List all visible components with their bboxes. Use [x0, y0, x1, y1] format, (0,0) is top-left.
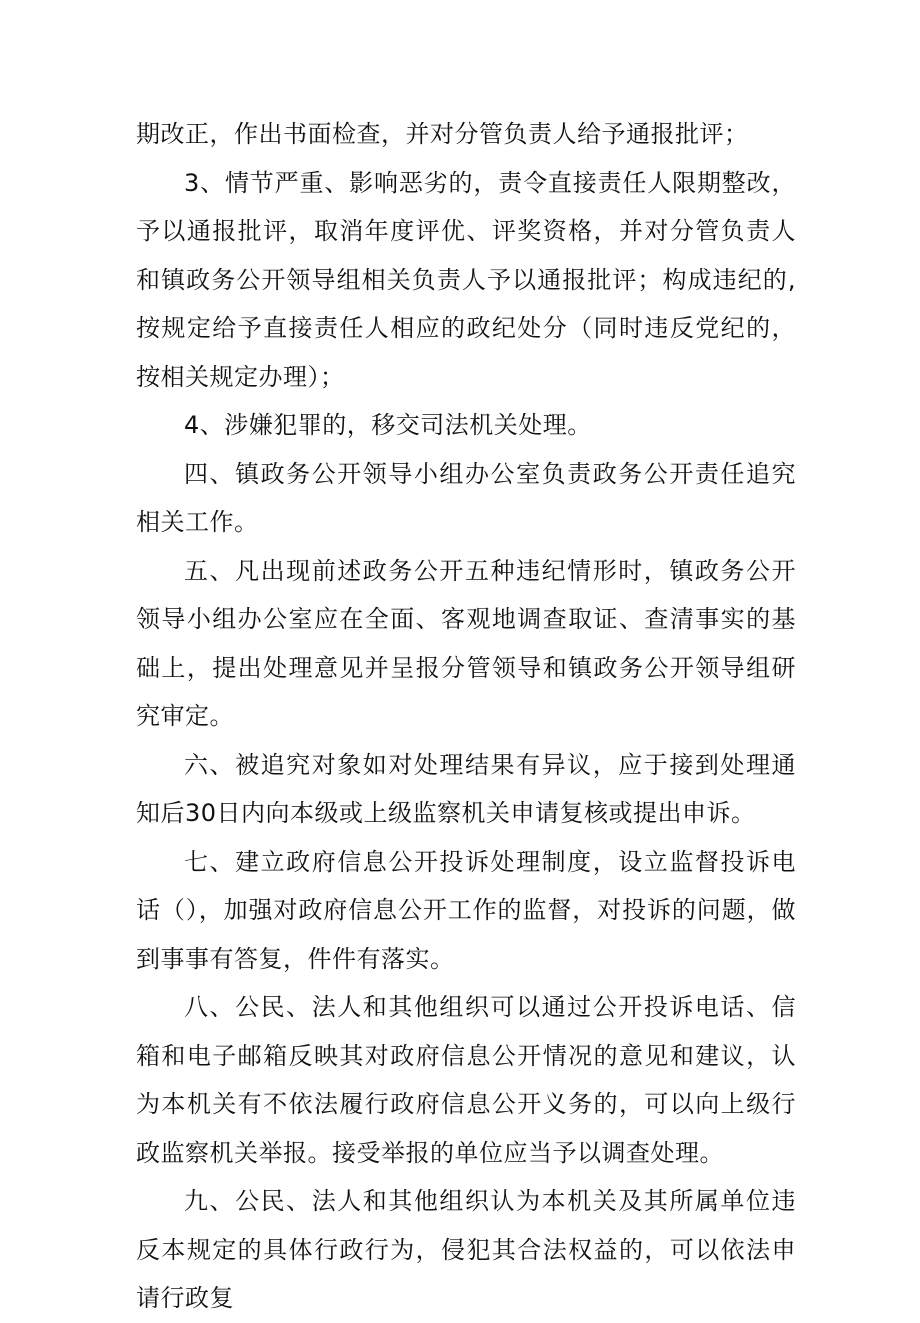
paragraph-section-9: 九、公民、法人和其他组织认为本机关及其所属单位违反本规定的具体行政行为，侵犯其合法权益的，可以依法申请行政复	[136, 1187, 796, 1312]
paragraph-section-8: 八、公民、法人和其他组织可以通过公开投诉电话、信箱和电子邮箱反映其对政府信息公开情况的意见和建议，认为本机关有不依法履行政府信息公开义务的，可以向上级行政监察机关举报。接受举报的单位应当予以调查处理。	[136, 993, 796, 1167]
paragraph-section-6: 六、被追究对象如对处理结果有异议，应于接到处理通知后30日内向本级或上级监察机关申请复核或提出申诉。	[136, 750, 796, 827]
paragraph-continuation: 期改正，作出书面检查，并对分管负责人给予通报批评；	[136, 120, 749, 148]
paragraph-item-3: 3、情节严重、影响恶劣的，责令直接责任人限期整改，予以通报批评，取消年度评优、评奖资格，并对分管负责人和镇政务公开领导组相关负责人予以通报批评；构成违纪的,按规定给予直接责任人相应的政纪处分（同时违反党纪的，按相关规定办理）；	[136, 168, 796, 391]
paragraph-section-5: 五、凡出现前述政务公开五种违纪情形时，镇政务公开领导小组办公室应在全面、客观地调查取证、查清事实的基础上，提出处理意见并呈报分管领导和镇政务公开领导组研究审定。	[136, 556, 796, 730]
paragraph-section-7: 七、建立政府信息公开投诉处理制度，设立监督投诉电话（），加强对政府信息公开工作的监督，对投诉的问题，做到事事有答复，件件有落实。	[136, 847, 796, 973]
paragraph-section-4: 四、镇政务公开领导小组办公室负责政务公开责任追究相关工作。	[136, 459, 796, 536]
document-body	[136, 110, 796, 1323]
paragraph-item-4: 4、涉嫌犯罪的，移交司法机关处理。	[184, 411, 592, 439]
